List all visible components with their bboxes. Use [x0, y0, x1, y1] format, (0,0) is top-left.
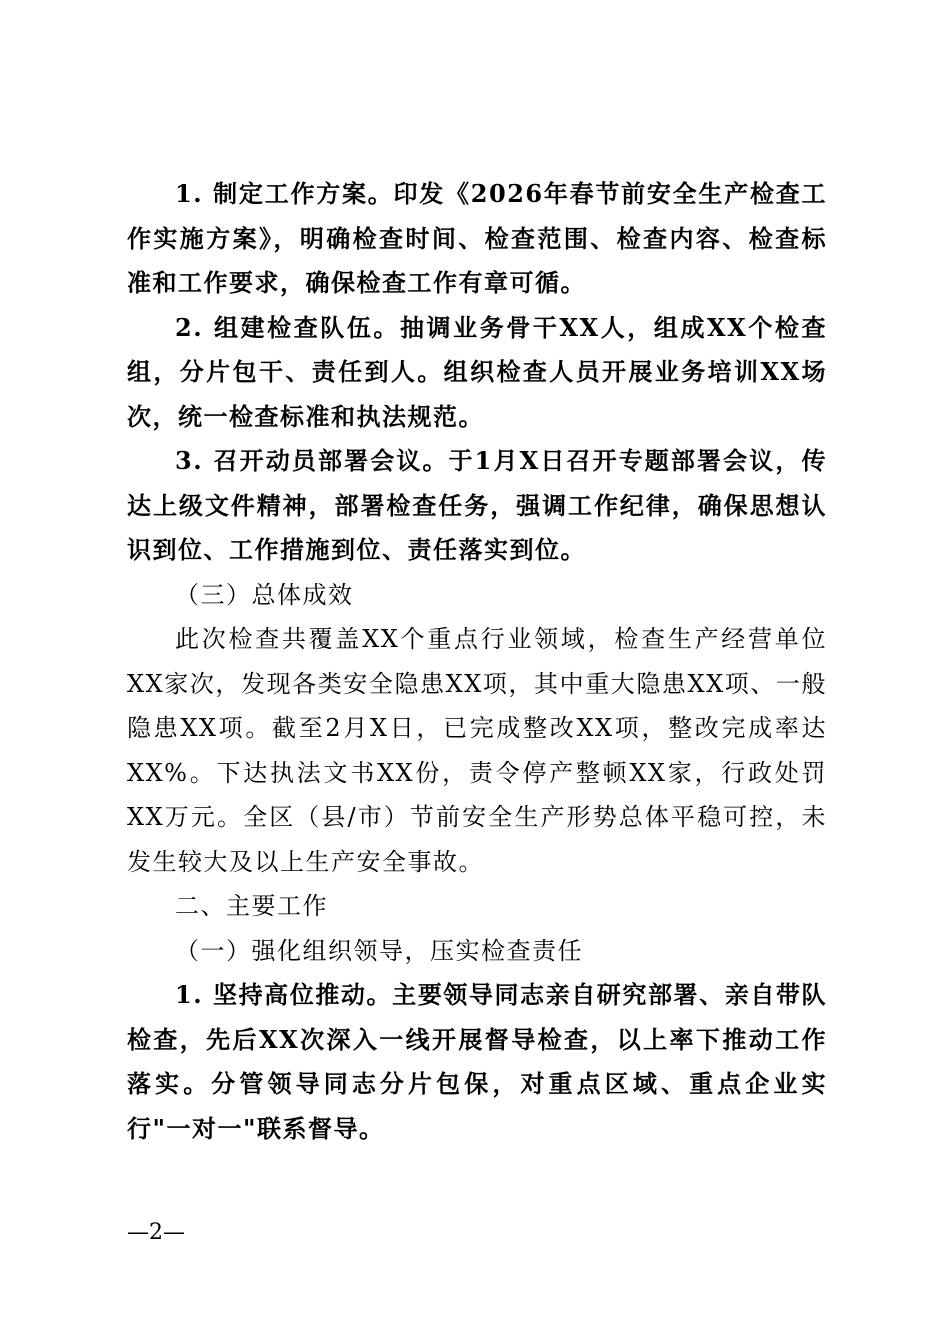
page-number: —2—	[127, 1220, 185, 1245]
subsection-heading-strengthen-leadership: （一）强化组织领导，压实检查责任	[175, 936, 583, 965]
section-heading-overall-results: （三）总体成效	[175, 580, 354, 609]
paragraph-hold-mobilization-meeting: 3. 召开动员部署会议。于1月X日召开专题部署会议，传达上级文件精神，部署检查任务，强调工作纪律，确保思想认识到位、工作措施到位、责任落实到位。	[127, 446, 827, 564]
paragraph-make-work-plan: 1. 制定工作方案。印发《2026年春节前安全生产检查工作实施方案》，明确检查时间、检查范围、检查内容、检查标准和工作要求，确保检查工作有章可循。	[127, 179, 827, 297]
paragraph-high-level-promotion: 1. 坚持高位推动。主要领导同志亲自研究部署、亲自带队检查，先后XX次深入一线开展督导检查，以上率下推动工作落实。分管领导同志分片包保，对重点区域、重点企业实行"一对一"联系督导。	[127, 980, 827, 1143]
document-body	[127, 172, 827, 1151]
paragraph-overall-results: 此次检查共覆盖XX个重点行业领域，检查生产经营单位XX家次，发现各类安全隐患XX项，其中重大隐患XX项、一般隐患XX项。截至2月X日，已完成整改XX项，整改完成率达XX%。下达执法文书XX份，责令停产整顿XX家，行政处罚XX万元。全区（县/市）节前安全生产形势总体平稳可控，未发生较大及以上生产安全事故。	[127, 625, 827, 876]
paragraph-build-inspection-team: 2. 组建检查队伍。抽调业务骨干XX人，组成XX个检查组，分片包干、责任到人。组织检查人员开展业务培训XX场次，统一检查标准和执法规范。	[127, 312, 827, 431]
section-heading-main-work: 二、主要工作	[175, 892, 328, 920]
